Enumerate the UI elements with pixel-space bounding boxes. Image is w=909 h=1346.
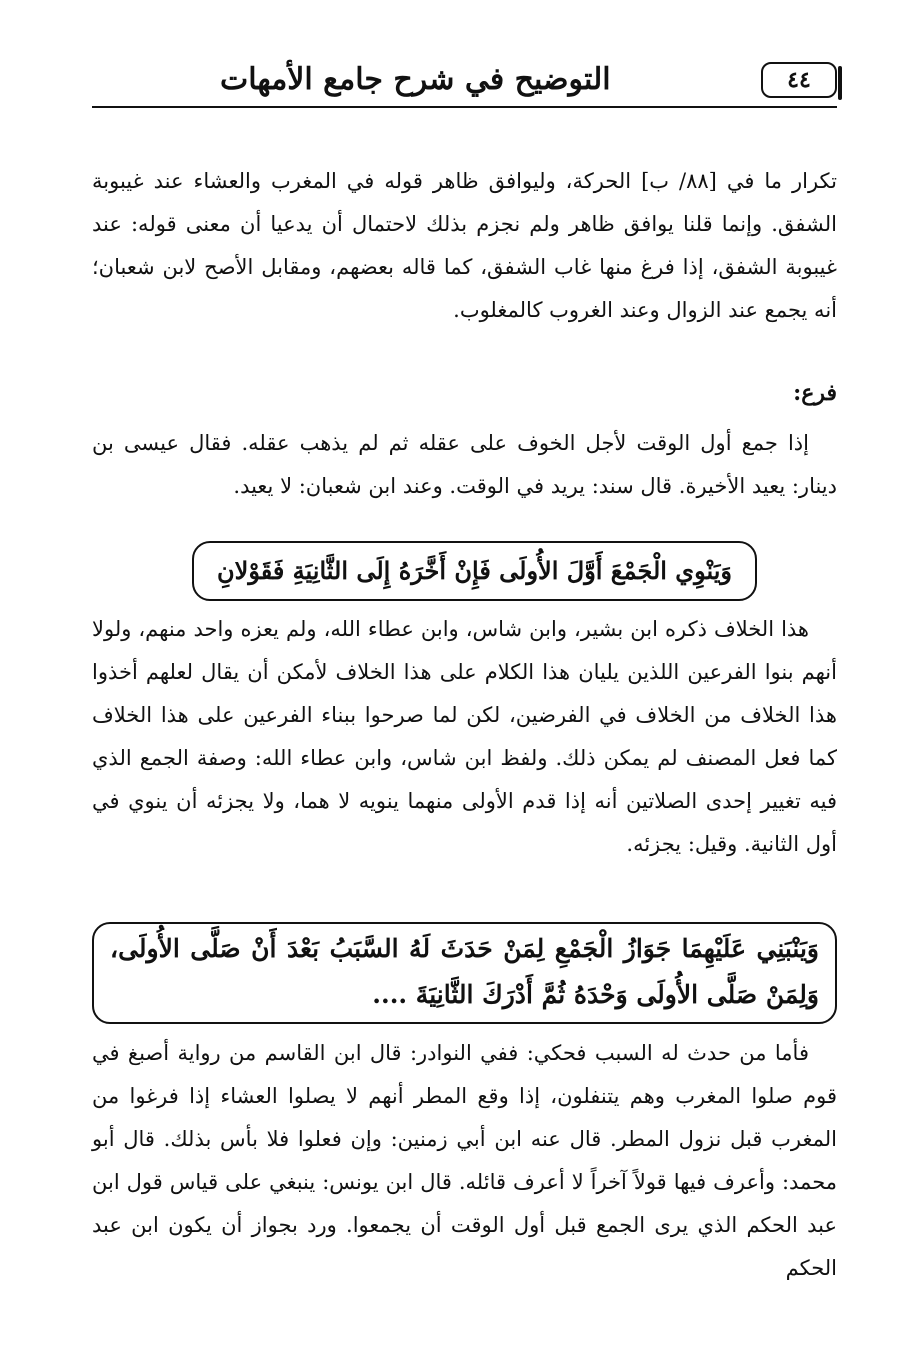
paragraph-3: هذا الخلاف ذكره ابن بشير، وابن شاس، وابن عطاء الله، ولم يعزه واحد منهم، ولولا أنهم بنوا الفرعين اللذين يليان هذا الكلام على هذا الخلاف لأمكن أن يقال لعلهم أخذوا هذا الخلاف من الخلاف في الفرضين، لكن لما صرحوا ببناء الفرعين على هذا الخلاف كما فعل المصنف لم يمكن ذلك. ولفظ ابن شاس، وابن عطاء الله: وصفة الجمع الذي فيه تغيير إحدى الصلاتين أنه إذا قدم الأولى منهما ينويه لا هما، ولا يجزئه أن ينوي في أول الثانية. وقيل: يجزئه. [92, 617, 837, 856]
page-number: ٤٤ [787, 67, 811, 93]
paragraph-1: تكرار ما في [٨٨/ ب] الحركة، وليوافق ظاهر قوله في المغرب والعشاء عند غيبوبة الشفق. وإنما قلنا يوافق ظاهر ولم نجزم بذلك لاحتمال أن يدعيا أن معنى قوله: عند غيبوبة الشفق، إذا فرغ منها غاب الشفق، كما قاله بعضهم، ومقابل الأصح لابن شعبان؛ أنه يجمع عند الزوال وعند الغروب كالمغلوب. [92, 169, 837, 322]
book-title: التوضيح في شرح جامع الأمهات [220, 62, 611, 97]
branch-heading: فرع: [793, 380, 837, 406]
matn-text-1: وَيَنْوِي الْجَمْعَ أَوَّلَ الأُولَى فَإِنْ أَخَّرَهُ إِلَى الثَّانِيَةِ فَقَوْلانِ [217, 556, 732, 585]
matn-box-1 [192, 541, 757, 601]
matn-box-2 [92, 922, 837, 1024]
paragraph-4: فأما من حدث له السبب فحكي: ففي النوادر: قال ابن القاسم من رواية أصبغ في قوم صلوا المغرب وهم يتنفلون، إذا وقع المطر أنهم لا يصلوا العشاء إذا فرغوا من المغرب قبل نزول المطر. قال عنه ابن أبي زمنين: وإن فعلوا فلا بأس بذلك. قال أبو محمد: وأعرف فيها قولاً آخراً لا أعرف قائله. قال ابن يونس: ينبغي على قياس قول ابن عبد الحكم الذي يرى الجمع قبل أول الوقت أن يجمعوا. ورد بجواز أن يكون ابن عبد الحكم [92, 1041, 837, 1280]
paragraph-2: إذا جمع أول الوقت لأجل الخوف على عقله ثم لم يذهب عقله. فقال عيسى بن دينار: يعيد الأخيرة. قال سند: يريد في الوقت. وعند ابن شعبان: لا يعيد. [92, 431, 837, 498]
page-header [92, 56, 837, 108]
header-divider [92, 106, 837, 108]
matn-text-2: وَيَنْبَنِي عَلَيْهِمَا جَوَازُ الْجَمْعِ لِمَنْ حَدَثَ لَهُ السَّبَبُ بَعْدَ أَنْ صَلَّى الأُولَى، وَلِمَنْ صَلَّى الأُولَى وَحْدَهُ ثُمَّ أَدْرَكَ الثَّانِيَةَ .... [110, 934, 819, 1009]
page-number-box [761, 62, 837, 98]
